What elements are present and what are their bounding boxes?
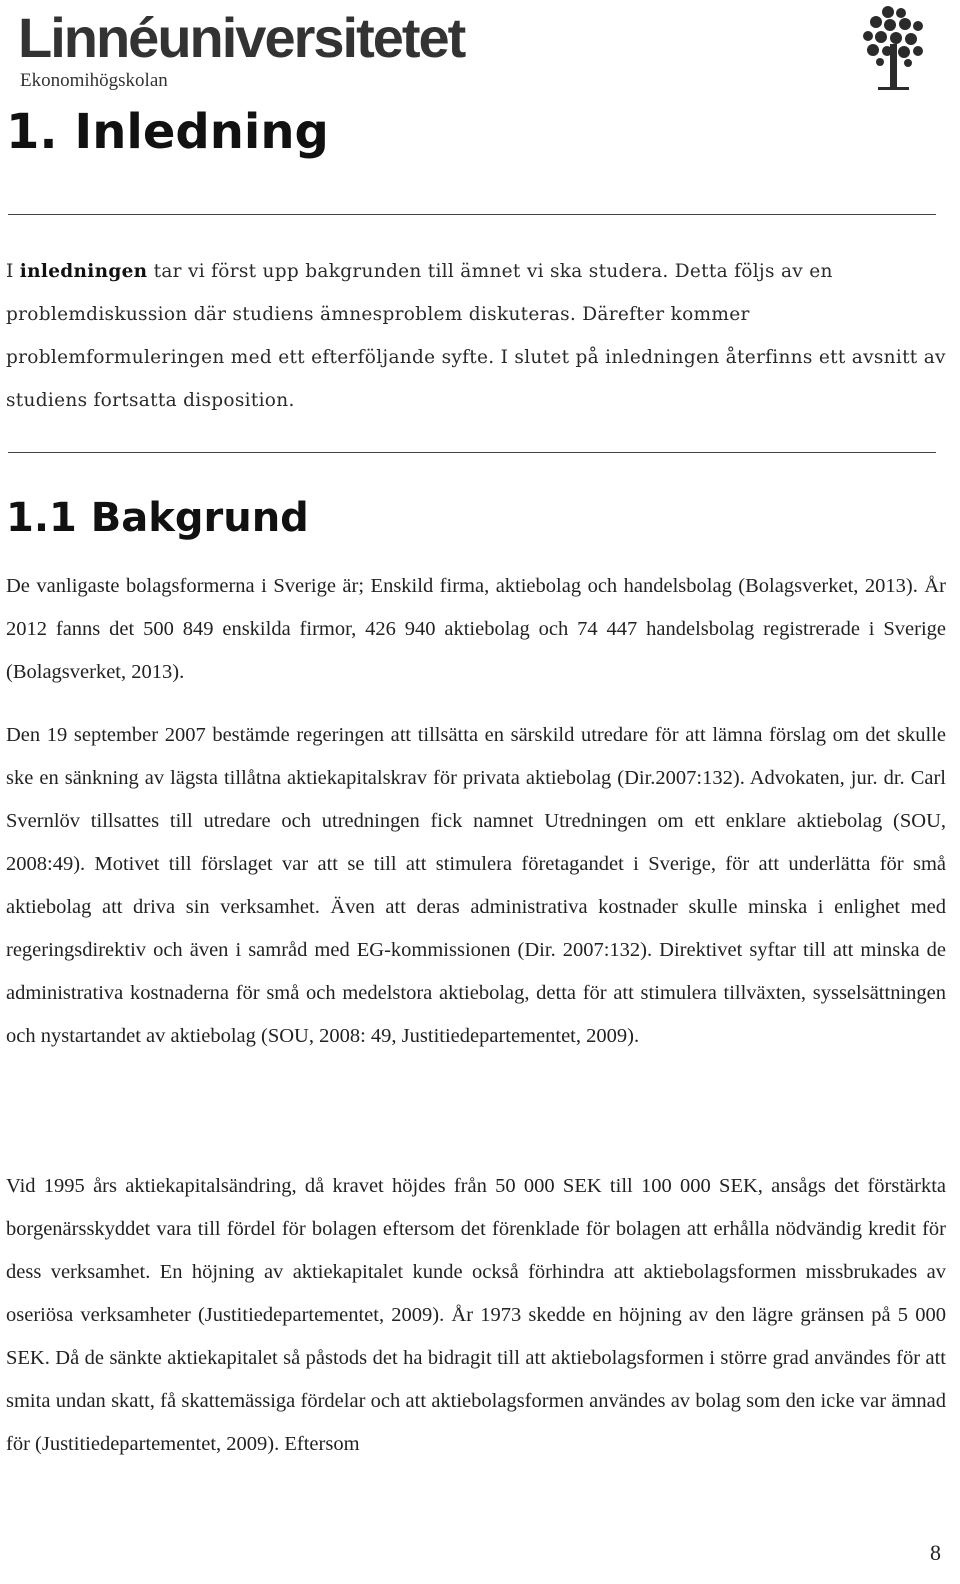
divider-bottom [8, 452, 936, 453]
paragraph-3: Vid 1995 års aktiekapitalsändring, då kravet höjdes från 50 000 SEK till 100 000 SEK, ansågs det förstärkta borgenärsskyddet vara till fördel för bolagen eftersom det förenklade för bolagen att erhålla nödvändig kredit för dess verksamhet. En höjning av aktiekapitalet kunde också förhindra att aktiebolagsformen missbrukades av oseriösa verksamheter (Justitiedepartementet, 2009). År 1973 skedde en höjning av den lägre gränsen på 5 000 SEK. Då de sänkte aktiekapitalet så påstods det ha bidragit till att aktiebolagsformen i större grad användes för att smita undan skatt, få skattemässiga fördelar och att aktiebolagsformen användes av bolag som den icke var ämnad för (Justitiedepartementet, 2009). Eftersom [6, 1175, 946, 1455]
page-header [0, 0, 960, 100]
divider-top [8, 214, 936, 215]
school-name: Ekonomihögskolan [20, 70, 168, 91]
paragraph-2: Den 19 september 2007 bestämde regeringen att tillsätta en särskild utredare för att lämna förslag om det skulle ske en sänkning av lägsta tillåtna aktiekapitalskrav för privata aktiebolag (Dir.2007:132). Advokaten, jur. dr. Carl Svernlöv tillsattes till utredare och utredningen fick namnet Utredningen om ett enklare aktiebolag (SOU, 2008:49). Motivet till förslaget var att se till att stimulera företagandet i Sverige, för att underlätta för små aktiebolag att driva sin verksamhet. Även att deras administrativa kostnader skulle minska i enlighet med regeringsdirektiv och även i samråd med EG-kommissionen (Dir. 2007:132). Direktivet syftar till att minska de administrativa kostnaderna för små och medelstora aktiebolag, detta för att stimulera tillväxten, sysselsättningen och nystartandet av aktiebolag (SOU, 2008: 49, Justitiedepartementet, 2009). [6, 724, 946, 1047]
page-number: 8 [930, 1540, 941, 1565]
university-logo-name: Linnéuniversitetet [18, 6, 465, 69]
tree-icon [858, 4, 928, 92]
chapter-title: 1. Inledning [6, 104, 329, 160]
section-title: 1.1 Bakgrund [6, 495, 309, 541]
intro-rest: tar vi först upp bakgrunden till ämnet vi ska studera. Detta följs av en problemdiskussion där studiens ämnesproblem diskuteras. Därefter kommer problemformuleringen med ett efterföljande syfte. I slutet på inledningen återfinns ett avsnitt av studiens fortsatta disposition. [6, 261, 946, 411]
intro-bold-term: inledningen [19, 261, 148, 282]
paragraph-1: De vanligaste bolagsformerna i Sverige är; Enskild firma, aktiebolag och handelsbolag (Bolagsverket, 2013). År 2012 fanns det 500 849 enskilda firmor, 426 940 aktiebolag och 74 447 handelsbolag registrerade i Sverige (Bolagsverket, 2013). [6, 575, 946, 683]
chapter-intro [6, 250, 946, 422]
intro-lead: I [6, 261, 20, 282]
